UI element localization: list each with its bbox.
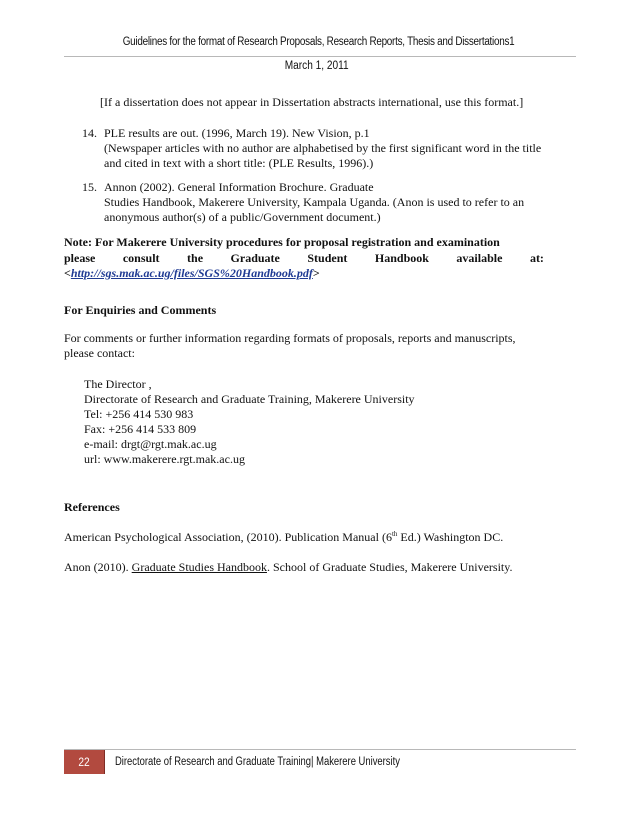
reference-anon — [64, 560, 512, 575]
reference-14-line3: and cited in text with a short title: (PLE Results, 1996).) — [104, 156, 374, 170]
note-word: available — [456, 251, 503, 265]
header-divider — [64, 56, 576, 57]
reference-apa — [64, 530, 503, 545]
reference-14-line2: (Newspaper articles with no author are alphabetised by the first significant word in the title — [104, 141, 542, 155]
footer-text: Directorate of Research and Graduate Training| Makerere University — [115, 756, 400, 768]
running-header-title: Guidelines for the format of Research Proposals, Research Reports, Thesis and Dissertations1 — [122, 36, 515, 48]
note-word: consult — [122, 251, 160, 265]
reference-15-line3: anonymous author(s) of a public/Government document.) — [104, 210, 381, 224]
reference-apa-text: American Psychological Association, (2010). Publication Manual (6 — [64, 530, 392, 544]
enquiries-intro-line1: For comments or further information regarding formats of proposals, reports and manuscripts, — [64, 331, 516, 345]
contact-url[interactable]: url: www.makerere.rgt.mak.ac.ug — [84, 452, 245, 466]
reference-15-line1: Annon (2002). General Information Brochure. Graduate — [104, 180, 374, 194]
note-line3 — [64, 266, 320, 281]
enquiries-heading: For Enquiries and Comments — [64, 303, 217, 317]
reference-anon-title: Graduate Studies Handbook — [131, 560, 267, 574]
contact-fax: Fax: +256 414 533 809 — [84, 422, 197, 436]
list-number-15: 15. — [82, 180, 97, 194]
page-number: 22 — [78, 755, 90, 769]
link-close-bracket: > — [312, 266, 320, 280]
note-word: Handbook — [374, 251, 429, 265]
reference-14-line1: PLE results are out. (1996, March 19). New Vision, p.1 — [104, 126, 370, 140]
note-line2 — [64, 251, 544, 266]
note-word: at: — [529, 251, 544, 265]
running-header-date: March 1, 2011 — [284, 60, 349, 72]
contact-email[interactable]: e-mail: drgt@rgt.mak.ac.ug — [84, 437, 217, 451]
reference-apa-tail: Ed.) Washington DC. — [397, 530, 504, 544]
dissertation-format-note: [If a dissertation does not appear in Dissertation abstracts international, use this format.] — [100, 95, 524, 109]
reference-anon-author: Anon (2010). — [64, 560, 132, 574]
note-line1: Note: For Makerere University procedures for proposal registration and examination — [64, 235, 500, 249]
references-heading: References — [64, 500, 120, 514]
enquiries-intro-line2: please contact: — [64, 346, 135, 360]
link-open-bracket: < — [64, 266, 71, 280]
note-word: Student — [307, 251, 348, 265]
contact-organization: Directorate of Research and Graduate Training, Makerere University — [84, 392, 415, 406]
note-word: Graduate — [230, 251, 280, 265]
note-word: please — [64, 251, 96, 265]
footer-divider — [64, 749, 576, 750]
edition-superscript: th — [391, 530, 398, 538]
contact-name: The Director , — [84, 377, 152, 391]
reference-anon-tail: . School of Graduate Studies, Makerere University. — [266, 560, 513, 574]
handbook-link[interactable]: http://sgs.mak.ac.ug/files/SGS%20Handbook.pdf — [70, 266, 313, 280]
page-number-box — [64, 750, 105, 774]
contact-telephone: Tel: +256 414 530 983 — [84, 407, 194, 421]
note-word: the — [187, 251, 204, 265]
list-number-14: 14. — [82, 126, 97, 140]
reference-15-line2: Studies Handbook, Makerere University, Kampala Uganda. (Anon is used to refer to an — [104, 195, 525, 209]
